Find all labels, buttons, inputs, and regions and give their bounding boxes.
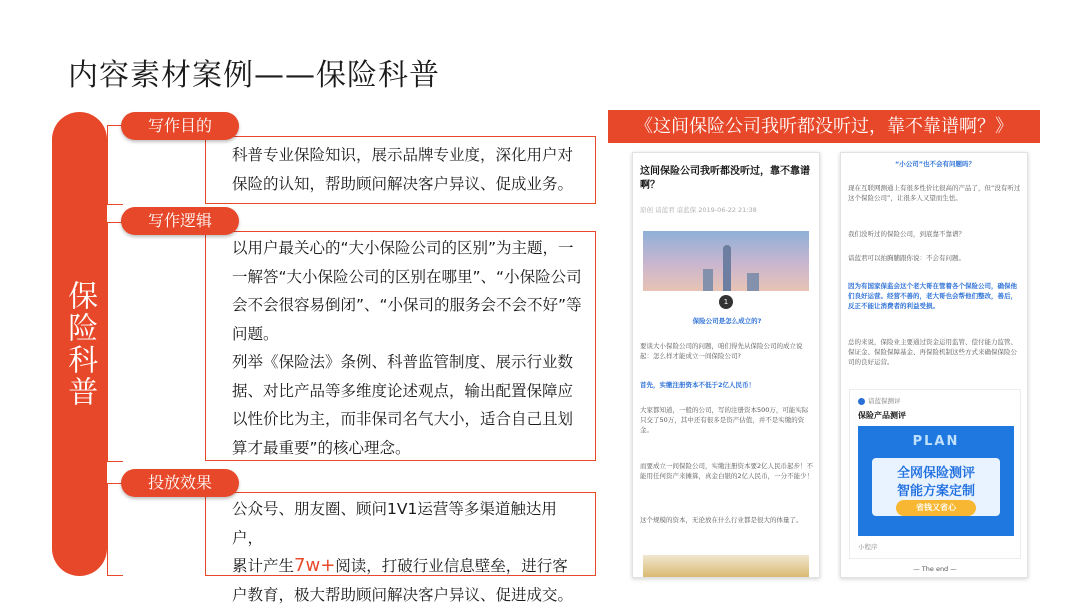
article-meta: 原创 谙蓝君 谙蓝保 2019-06-22 21:38 — [640, 206, 757, 214]
article-p4: 而要成立一间保险公司，实缴注册资本要2亿人民币起步！不能用任何资产来摊算，真金白银的2亿人民币，一分不能少！ — [640, 462, 814, 480]
connector-effect — [107, 483, 123, 576]
effect-line-2-pre: 累计产生 — [232, 557, 295, 575]
article-title: 这间保险公司我听都没听过，靠不靠谱啊？ — [640, 166, 810, 191]
section-number-badge: 1 — [719, 295, 733, 309]
effect-box — [205, 492, 596, 604]
article-r-p4: 因为有国家保监会这个老大哥在管着各个保险公司，确保他们良好运营。经营不善的，老大哥也会帮他们整改，善后，反正不能让消费者的利益受损。 — [848, 282, 1017, 310]
promo-poster — [858, 426, 1014, 536]
the-end-label: — The end — — [913, 565, 957, 573]
logic-para-1: 以用户最关心的“大小保险公司的区别”为主题，一一解答“大小保险公司的区别在哪里”、“小保险公司会不会很容易倒闭”、“小保司的服务会不会不好”等问题。 — [232, 239, 582, 343]
article-p1: 要谈大小保险公司的问题，咱们得先从保险公司的成立说起：怎么样才能成立一间保险公司? — [640, 342, 803, 360]
cityscape-image — [643, 231, 809, 291]
effect-line-1: 公众号、朋友圈、顾问1V1运营等多渠道触达用户， — [232, 500, 557, 547]
reads-highlight: 7w+ — [294, 555, 336, 576]
article-q1: 保险公司是怎么成立的? — [692, 317, 762, 325]
logic-box — [205, 231, 596, 461]
poster-line-2: 智能方案定制 — [896, 484, 975, 499]
article-screenshot-left — [632, 152, 820, 578]
article-p2-text: 首先，实缴注册资本不低于2亿人民币！ — [640, 381, 756, 389]
effect-tag: 投放效果 — [121, 469, 239, 497]
article-p5: 这个规模的资本，无论放在什么行业都是很大的体量了。 — [640, 516, 803, 524]
side-category-pill — [52, 112, 107, 576]
purpose-tag: 写作目的 — [121, 112, 239, 140]
logic-para-2: 列举《保险法》条例、科普监管制度、展示行业数据、对比产品等多维度论述观点，输出配置保障应以性价比为主，而非保司名气大小，适合自己且划算才最重要”的核心理念。 — [232, 353, 574, 457]
card-brand-label: 谙蓝保测评 — [868, 397, 901, 405]
mini-program-card[interactable] — [849, 389, 1021, 559]
brand-icon — [858, 398, 865, 405]
purpose-box — [205, 136, 596, 204]
effect-line-2-post: 阅读，打破行业信息壁垒，进行客户教育，极大帮助顾问解决客户异议、促进成交。 — [232, 557, 574, 604]
effect-text — [206, 493, 595, 608]
poster-pill: 省钱又省心 — [896, 500, 976, 516]
logic-tag: 写作逻辑 — [121, 207, 239, 235]
article-q2: “小公司”也不会有问题吗？ — [894, 160, 976, 168]
card-brand — [858, 396, 901, 405]
coins-image — [643, 555, 809, 578]
card-title: 保险产品测评 — [858, 411, 906, 420]
connector-logic — [107, 222, 123, 462]
article-r-p2: 我们没听过的保险公司，到底靠不靠谱？ — [848, 230, 965, 238]
poster-plan: PLAN — [912, 434, 960, 449]
article-p2 — [640, 380, 814, 390]
article-p3: 大家都知道，一般的公司，写的注册资本500万，可能实际只交了50万，其中还有很多是资产估值，并不是实缴的资金。 — [640, 406, 809, 434]
page-title: 内容素材案例——保险科普 — [68, 58, 440, 93]
mini-program-label: 小程序 — [858, 543, 878, 551]
article-r-p1: 现在互联网测通上有很多性价比很高的产品了，但“没有听过这个保险公司”，让很多人又望而生怯。 — [848, 184, 1021, 202]
article-r-p3: 谙蓝君可以拍胸脯跟你说：不会有问题。 — [848, 254, 965, 262]
article-r-p5: 总的来说，保险业主要通过资金运用监管、偿付能力监管、保证金、保险保障基金、再保险机制这些方式来确保保险公司的良好运营。 — [848, 338, 1017, 366]
article-title-banner: 《这间保险公司我听都没听过，靠不靠谱啊？》 — [608, 110, 1040, 143]
side-category-label: 保险科普 — [62, 280, 98, 408]
purpose-text: 科普专业保险知识，展示品牌专业度，深化用户对保险的认知，帮助顾问解决客户异议、促成业务。 — [232, 146, 574, 193]
poster-line-1: 全网保险测评 — [896, 466, 975, 481]
connector-purpose — [107, 125, 123, 205]
article-screenshot-right — [840, 152, 1028, 578]
